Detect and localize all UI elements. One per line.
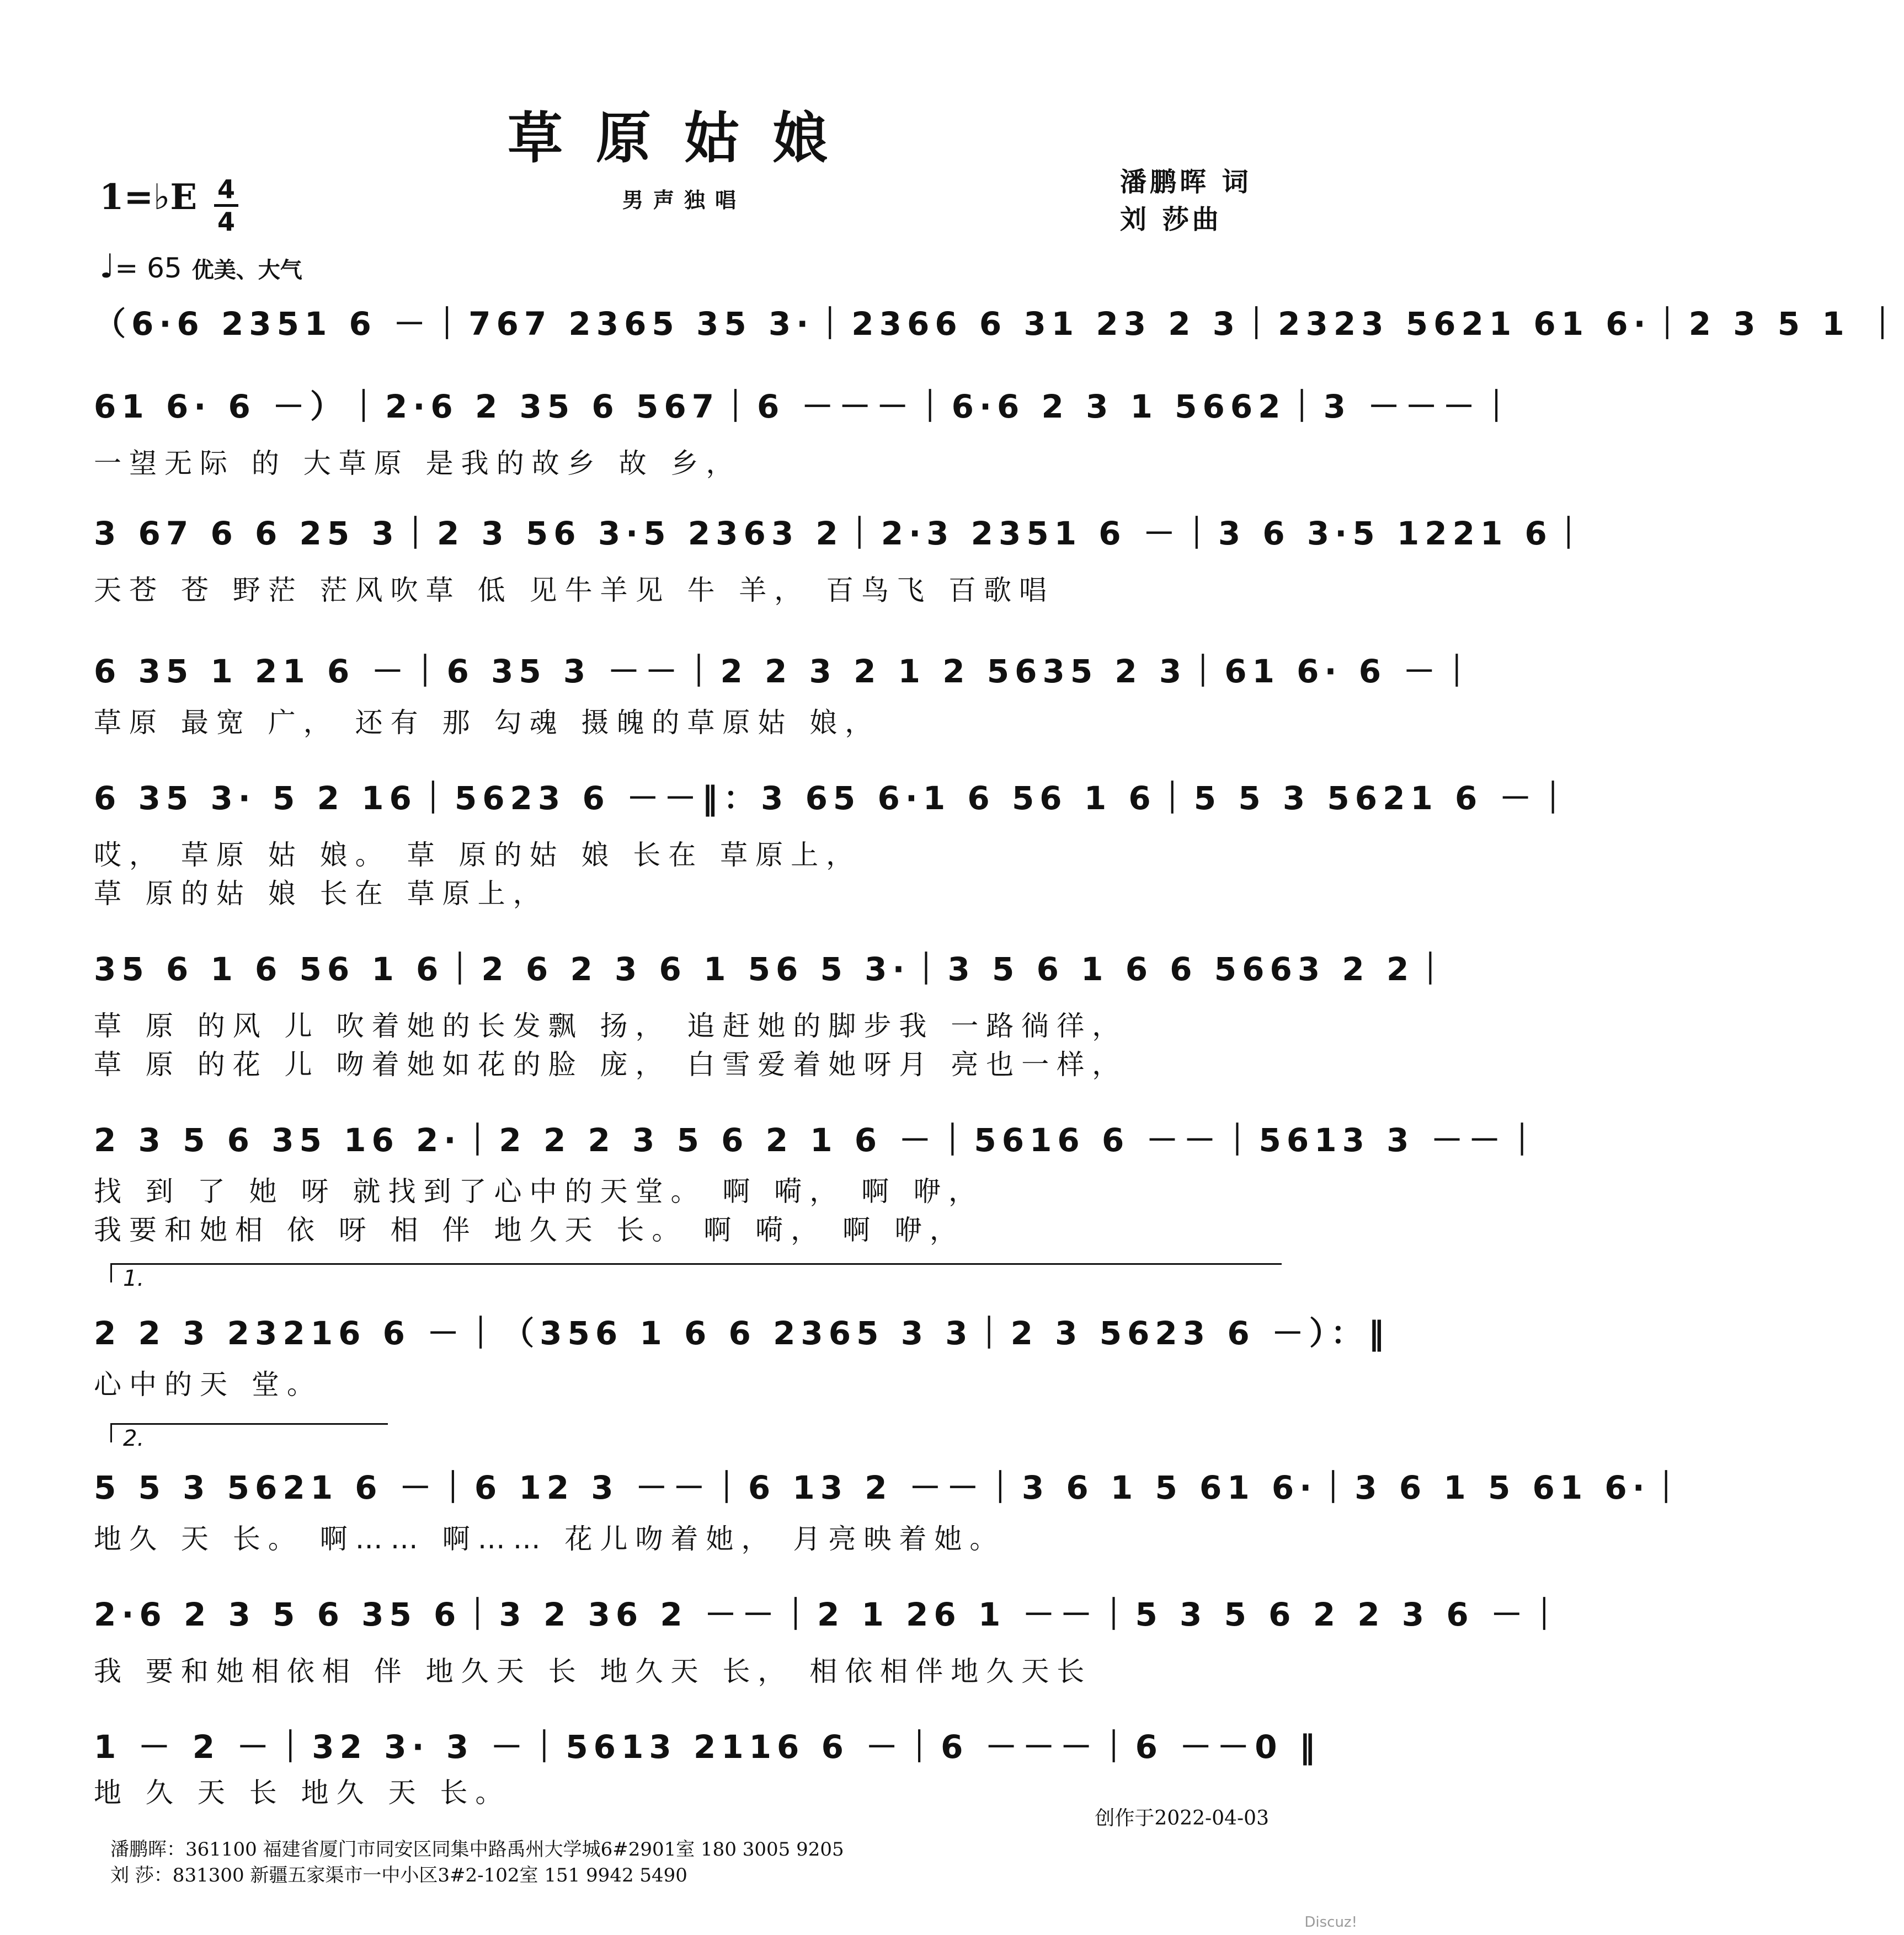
expression-marking: 优美、大气 (191, 258, 302, 283)
volta-bracket-2: 2. (110, 1423, 388, 1442)
lyric-line: 哎， 草原 姑 娘。 草 原的姑 娘 长在 草原上， (94, 839, 862, 871)
composer: 刘 莎曲 (1120, 204, 1222, 235)
notation-row: （6·6 2351 6 －｜767 2365 35 3·｜2366 6 31 23 2 3｜2323 5621 61 6·｜2 3 5 1 ｜ (94, 305, 1904, 343)
lyric-line: 一望无际 的 大草原 是我的故乡 故 乡， (94, 447, 742, 479)
lyric-line: 草原 最宽 广， 还有 那 勾魂 摄魄的草原姑 娘， (94, 707, 881, 739)
notation-row: 35 6 1 6 56 1 6｜2 6 2 3 6 1 56 5 3·｜3 5 6 1 6 6 5663 2 2｜ (94, 950, 1452, 988)
song-subtitle: 男声独唱 (622, 188, 746, 212)
notation-row: 2 2 3 23216 6 －｜（356 1 6 6 2365 3 3｜2 3 5623 6 －）：‖ (94, 1314, 1390, 1352)
notation-row: 2·6 2 3 5 6 35 6｜3 2 36 2 －－｜2 1 26 1 －－｜5 3 5 6 2 2 3 6 －｜ (94, 1596, 1566, 1633)
lyricist: 潘鹏晖 词 (1120, 167, 1252, 197)
notation-row: 6 35 1 21 6 －｜6 35 3 －－｜2 2 3 2 1 2 5635 2 3｜61 6· 6 －｜ (94, 653, 1479, 690)
lyric-line: 我要和她相 依 呀 相 伴 地久天 长。 啊 嗬， 啊 咿， (94, 1214, 965, 1246)
key-signature: 1=♭E (99, 177, 198, 218)
notation-row: 2 3 5 6 35 16 2·｜2 2 2 3 5 6 2 1 6 －｜5616 6 －－｜5613 3 －－｜ (94, 1121, 1544, 1159)
lyric-line: 我 要和她相依相 伴 地久天 长 地久天 长， 相依相伴地久天长 (94, 1655, 1092, 1687)
notation-row: 6 35 3· 5 2 16｜5623 6 －－‖：3 65 6·1 6 56 1 6｜5 5 3 5621 6 －｜ (94, 779, 1575, 817)
lyric-line: 心中的天 堂。 (94, 1369, 322, 1401)
song-title: 草原姑娘 (508, 105, 861, 170)
notation-row: 61 6· 6 －）｜2·6 2 35 6 567｜6 －－－｜6·6 2 3 1 5662｜3 －－－｜ (94, 388, 1518, 425)
time-signature-top: 4 (217, 174, 235, 204)
lyric-line: 天苍 苍 野茫 茫风吹草 低 见牛羊见 牛 羊， 百鸟飞 百歌唱 (94, 574, 1055, 606)
contact-lyricist: 潘鹏晖：361100 福建省厦门市同安区同集中路禹州大学城6#2901室 180 3005 9205 (110, 1838, 844, 1861)
contact-composer: 刘 莎：831300 新疆五家渠市一中小区3#2-102室 151 9942 5490 (110, 1864, 687, 1886)
lyric-line: 地久 天 长。 啊…… 啊…… 花儿吻着她， 月亮映着她。 (94, 1523, 1005, 1555)
time-signature-bottom: 4 (217, 207, 235, 237)
tempo-marking (99, 247, 302, 286)
lyric-line: 草 原的姑 娘 长在 草原上， (94, 878, 548, 910)
creation-date: 创作于2022-04-03 (1095, 1807, 1269, 1830)
notation-row: 3 67 6 6 25 3｜2 3 56 3·5 2363 2｜2·3 2351 6 －｜3 6 3·5 1221 6｜ (94, 515, 1590, 552)
lyric-line: 找 到 了 她 呀 就找到了心中的天堂。 啊 嗬， 啊 咿， (94, 1175, 984, 1207)
tempo-value: = 65 (115, 252, 182, 284)
quarter-note-icon: ♩ (99, 247, 115, 286)
credits (1120, 163, 1252, 238)
time-signature (214, 175, 238, 236)
notation-row: 1 － 2 －｜32 3· 3 －｜5613 2116 6 －｜6 －－－｜6 －－0 ‖ (94, 1728, 1321, 1766)
notation-row: 5 5 3 5621 6 －｜6 12 3 －－｜6 13 2 －－｜3 6 1 5 61 6·｜3 6 1 5 61 6·｜ (94, 1469, 1688, 1506)
lyric-line: 草 原 的花 儿 吻着她如花的脸 庞， 白雪爱着她呀月 亮也一样， (94, 1049, 1128, 1081)
lyric-line: 地 久 天 长 地久 天 长。 (94, 1777, 511, 1809)
lyric-line: 草 原 的风 儿 吹着她的长发飘 扬， 追赶她的脚步我 一路徜徉， (94, 1010, 1128, 1042)
watermark: Discuz! (1304, 1914, 1357, 1931)
volta-bracket-1: 1. (110, 1263, 1282, 1282)
